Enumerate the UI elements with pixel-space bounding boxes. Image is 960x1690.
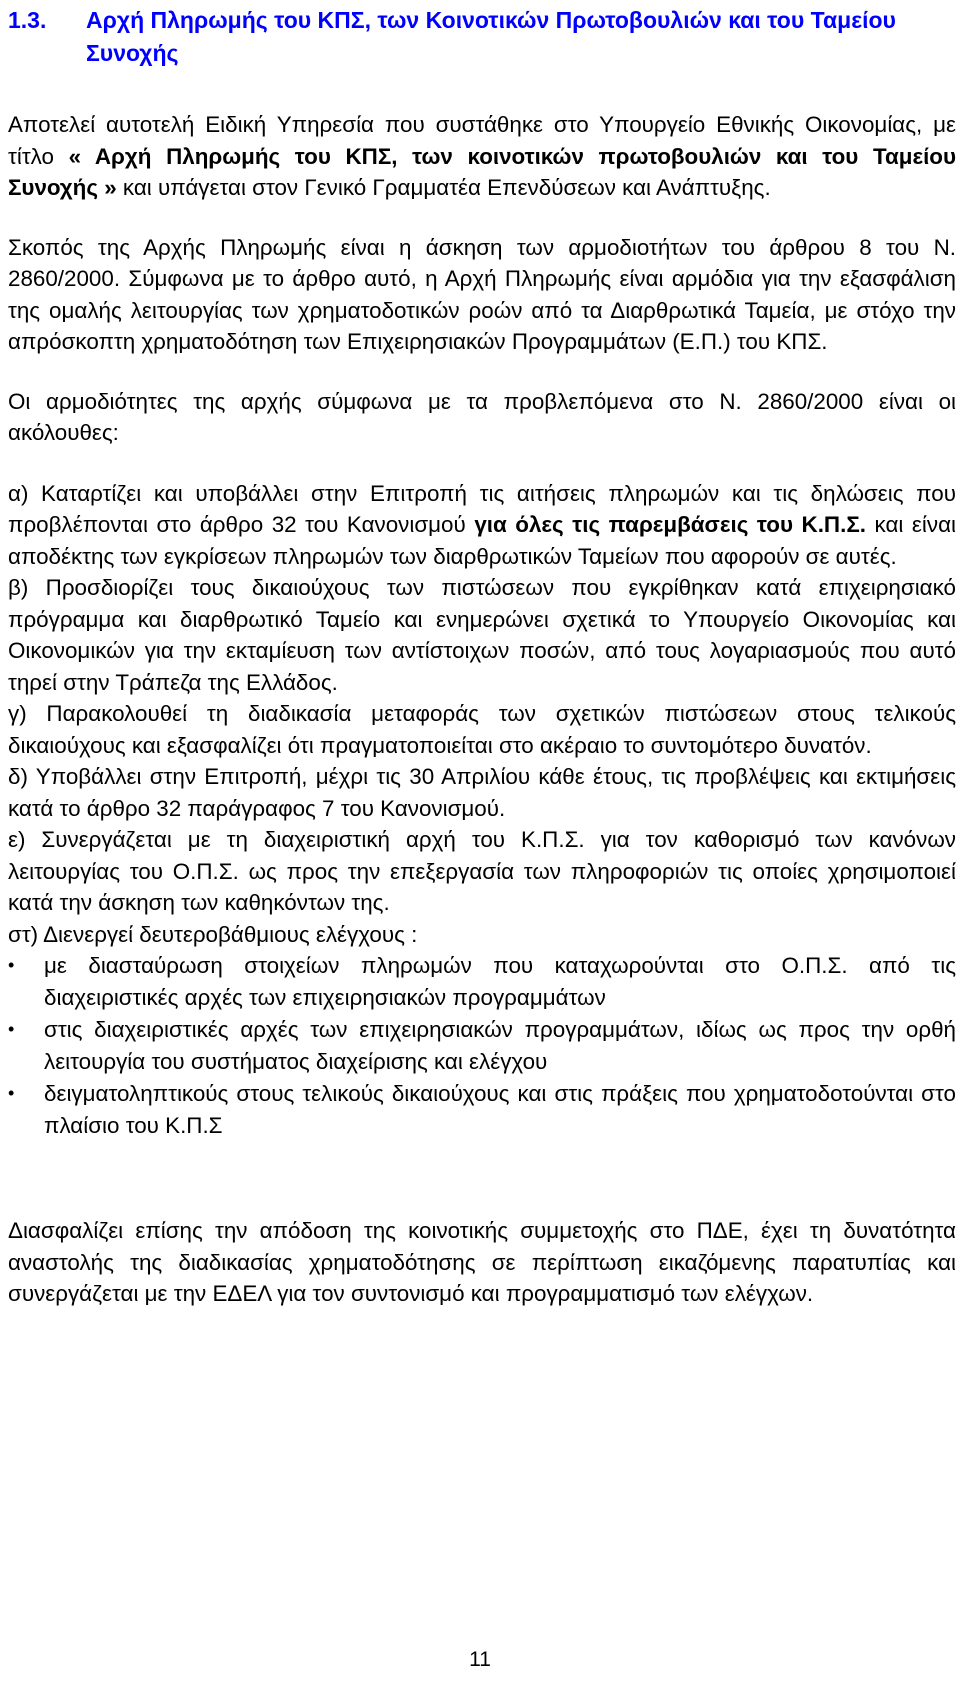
section-title: Αρχή Πληρωμής του ΚΠΣ, των Κοινοτικών Πρωτοβουλιών και του Ταμείου Συνοχής — [86, 7, 896, 66]
list-item — [8, 1078, 956, 1141]
bullet-icon: • — [8, 1019, 15, 1039]
item-a-text-2: και είναι αποδέκτης των εγκρίσεων πληρωμών των διαρθρωτικών Ταμείων που αφορούν σε αυτές. — [8, 512, 956, 569]
item-a — [8, 478, 956, 573]
item-d: δ) Υποβάλλει στην Επιτροπή, μέχρι τις 30 Απριλίου κάθε έτους, τις προβλέψεις και εκτιμήσεις κατά το άρθρο 32 παράγραφος 7 του Κανονισμού. — [8, 764, 956, 821]
purpose-paragraph: Σκοπός της Αρχής Πληρωμής είναι η άσκηση των αρμοδιοτήτων του άρθρου 8 του Ν. 2860/2000. Σύμφωνα με το άρθρο αυτό, η Αρχή Πληρωμής είναι αρμόδια για την εξασφάλιση της ομαλής λειτουργίας των χρηματοδοτικών ροών από τα Διαρθρωτικά Ταμεία, με στόχο την απρόσκοπτη χρηματοδότηση των Επιχειρησιακών Προγραμμάτων (Ε.Π.) του ΚΠΣ. — [8, 234, 956, 354]
item-a-text-1: α) Καταρτίζει και υποβάλλει στην Επιτροπή τις αιτήσεις πληρωμών και τις δηλώσεις που προβλέπονται στο άρθρο 32 του Κανονισμού — [8, 480, 956, 537]
responsibilities-intro: Οι αρμοδιότητες της αρχής σύμφωνα με τα προβλεπόμενα στο Ν. 2860/2000 είναι οι ακόλουθες: — [8, 388, 956, 445]
bullet-icon: • — [8, 955, 15, 975]
intro-text-1: Αποτελεί αυτοτελή Ειδική Υπηρεσία που συστάθηκε στο Υπουργείο Εθνικής Οικονομίας, με τίτλο — [8, 112, 956, 169]
bullet-icon: • — [8, 1083, 15, 1103]
bullet-list — [8, 950, 956, 1141]
intro-text-2: και υπάγεται στον Γενικό Γραμματέα Επενδύσεων και Ανάπτυξης. — [116, 175, 771, 200]
list-item — [8, 950, 956, 1013]
section-number: 1.3. — [8, 7, 47, 33]
list-item-text: με διασταύρωση στοιχείων πληρωμών που καταχωρούνται στο Ο.Π.Σ. από τις διαχειριστικές αρχές των επιχειρησιακών προγραμμάτων — [44, 953, 956, 1010]
item-a-bold: για όλες τις παρεμβάσεις του Κ.Π.Σ. — [474, 512, 866, 537]
item-e: ε) Συνεργάζεται με τη διαχειριστική αρχή του Κ.Π.Σ. για τον καθορισμό των κανόνων λειτουργίας του Ο.Π.Σ. ως προς την επεξεργασία των πληροφοριών τις οποίες χρησιμοποιεί κατά την άσκηση των καθηκόντων της. — [8, 827, 956, 915]
intro-paragraph — [8, 109, 956, 204]
intro-bold-title: « Αρχή Πληρωμής του ΚΠΣ, των κοινοτικών πρωτοβουλιών και του Ταμείου Συνοχής » — [8, 143, 956, 200]
list-item-text: στις διαχειριστικές αρχές των επιχειρησιακών προγραμμάτων, ιδίως ως προς την ορθή λειτουργία του συστήματος διαχείρισης και ελέγχου — [44, 1017, 956, 1074]
item-c: γ) Παρακολουθεί τη διαδικασία μεταφοράς των σχετικών πιστώσεων στους τελικούς δικαιούχους και εξασφαλίζει ότι πραγματοποιείται στο ακέραιο το συντομότερο δυνατόν. — [8, 701, 956, 758]
closing-paragraph: Διασφαλίζει επίσης την απόδοση της κοινοτικής συμμετοχής στο ΠΔΕ, έχει τη δυνατότητα αναστολής της διαδικασίας χρηματοδότησης σε περίπτωση εικαζόμενης παρατυπίας και συνεργάζεται με την ΕΔΕΛ για τον συντονισμό και προγραμματισμό των ελέγχων. — [8, 1218, 956, 1306]
section-heading — [8, 4, 956, 70]
document-page — [8, 0, 956, 1310]
list-item — [8, 1014, 956, 1077]
list-item-text: δειγματοληπτικούς στους τελικούς δικαιούχους και στις πράξεις που χρηματοδοτούνται στο πλαίσιο του Κ.Π.Σ — [44, 1081, 956, 1138]
item-b: β) Προσδιορίζει τους δικαιούχους των πιστώσεων που εγκρίθηκαν κατά επιχειρησιακό πρόγραμμα και διαρθρωτικό Ταμείο και ενημερώνει σχετικά το Υπουργείο Οικονομίας και Οικονομικών για την εκταμίευση των αντίστοιχων ποσών, από τους λογαριασμούς που αυτό τηρεί στην Τράπεζα της Ελλάδος. — [8, 575, 956, 695]
page-number: 11 — [469, 1648, 491, 1671]
item-st: στ) Διενεργεί δευτεροβάθμιους ελέγχους : — [8, 921, 418, 947]
